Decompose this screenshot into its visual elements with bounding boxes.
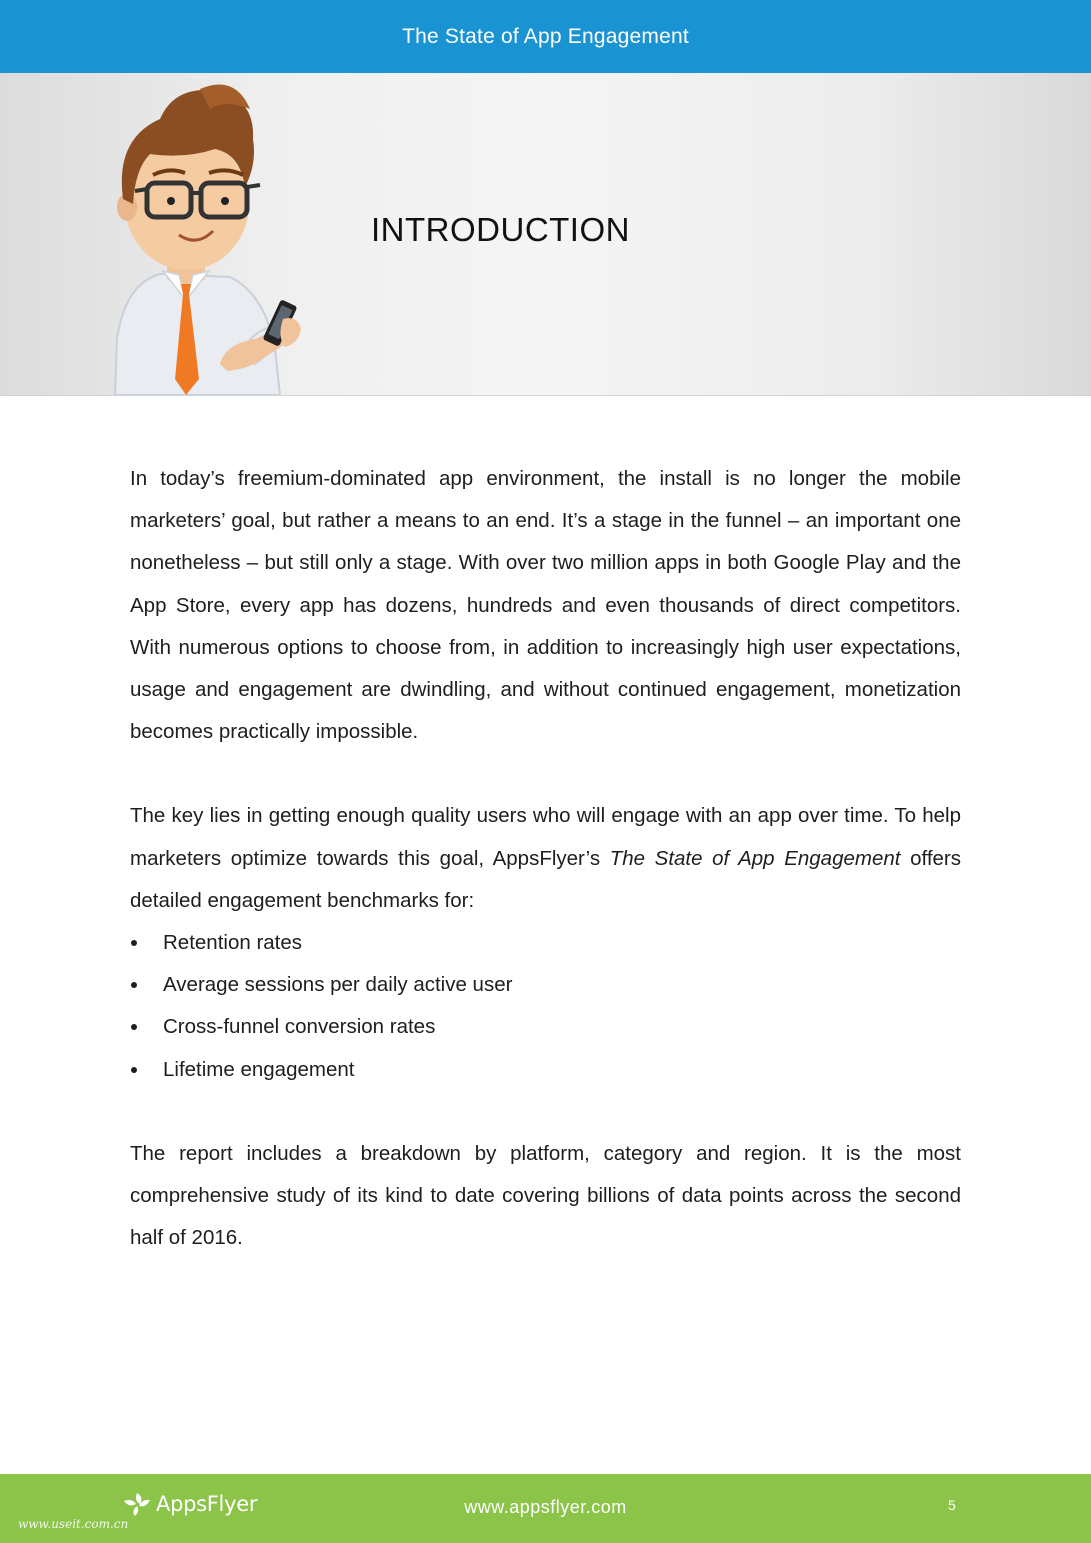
section-title: INTRODUCTION bbox=[371, 211, 630, 248]
footer-bar bbox=[0, 1474, 1091, 1543]
bullet-icon bbox=[131, 1067, 137, 1073]
paragraph-intro: In today’s freemium-dominated app environment, the install is no longer the mobile marketers’ goal, but rather a means to an end. It’s a stage in the funnel – an important one nonetheless – but still only a stage. With over two million apps in both Google Play and the App Store, every app has dozens, hundreds and even thousands of direct competitors. With numerous options to choose from, in addition to increasingly high user expectations, usage and engagement are dwindling, and without continued engagement, monetization becomes practically impossible. bbox=[130, 467, 961, 744]
list-item: Retention rates bbox=[130, 922, 961, 964]
paragraph-key: The key lies in getting enough quality users who will engage with an app over time. To help marketers optimize towards this goal, AppsFlyer’s The State of App Engagement offers detailed engagement benchmarks for: bbox=[130, 804, 961, 912]
list-item: Average sessions per daily active user bbox=[130, 964, 961, 1006]
benchmark-list bbox=[130, 922, 961, 1091]
header-bar bbox=[0, 0, 1091, 73]
bullet-icon bbox=[131, 982, 137, 988]
page-number: 5 bbox=[948, 1497, 956, 1513]
logo-text: AppsFlyer bbox=[156, 1492, 258, 1516]
hero-banner bbox=[0, 73, 1091, 396]
report-title-emphasis: The State of App Engagement bbox=[609, 846, 901, 870]
paragraph-breakdown: The report includes a breakdown by platform, category and region. It is the most comprehensive study of its kind to date covering billions of data points across the second half of 2016. bbox=[130, 1141, 961, 1250]
website-link[interactable]: www.appsflyer.com bbox=[464, 1497, 627, 1517]
list-item: Lifetime engagement bbox=[130, 1049, 961, 1091]
document-title: The State of App Engagement bbox=[402, 25, 689, 48]
body-text bbox=[130, 458, 961, 1259]
bullet-icon bbox=[131, 1024, 137, 1030]
watermark: www.useit.com.cn bbox=[18, 1517, 129, 1531]
bullet-icon bbox=[131, 940, 137, 946]
list-item: Cross-funnel conversion rates bbox=[130, 1006, 961, 1048]
cartoon-man-with-phone-illustration bbox=[105, 79, 325, 395]
